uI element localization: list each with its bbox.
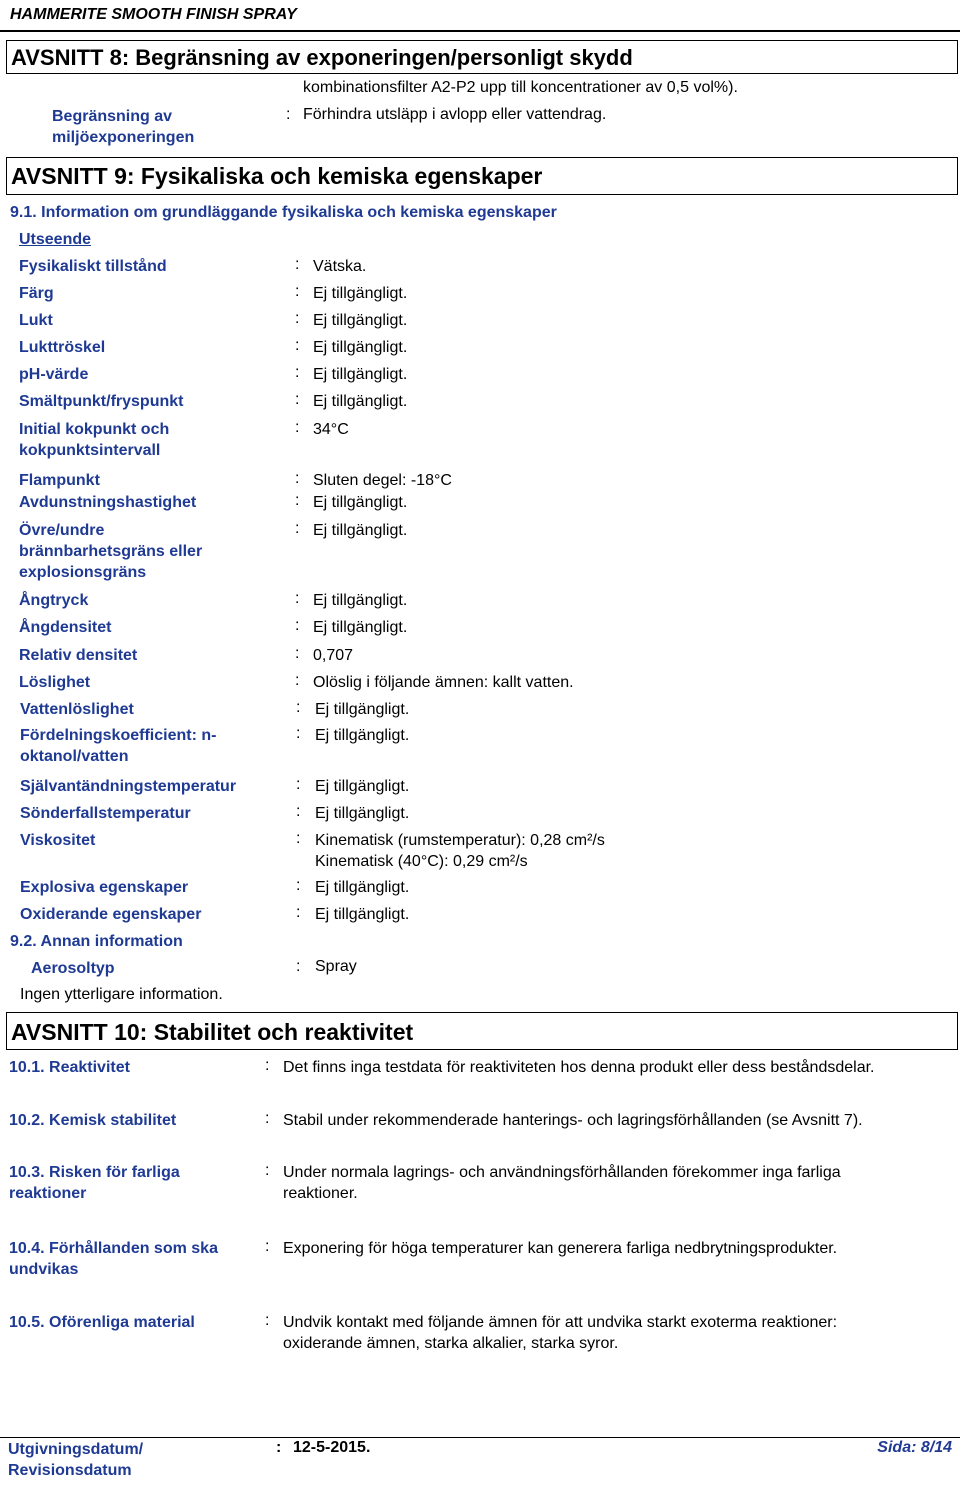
env-exposure-value: Förhindra utsläpp i avlopp eller vattendrag. — [303, 106, 607, 123]
property-value: Olöslig i följande ämnen: kallt vatten. — [313, 674, 574, 691]
property-label: Explosiva egenskaper — [20, 879, 189, 896]
reactivity-label: 10.3. Risken för farliga reaktioner — [9, 1164, 180, 1202]
property-value: Ej tillgängligt. — [313, 285, 408, 302]
footer-date: 12-5-2015. — [293, 1439, 371, 1456]
property-value: Ej tillgängligt. — [315, 906, 410, 923]
footer-label — [8, 1439, 143, 1481]
property-value: 0,707 — [313, 647, 354, 664]
property-value: Ej tillgängligt. — [315, 778, 410, 795]
aerosol-type-label: Aerosoltyp — [31, 960, 115, 977]
colon: : — [295, 672, 300, 689]
property-value: Ej tillgängligt. — [313, 522, 408, 539]
env-exposure-label — [52, 106, 194, 148]
section-9-title: AVSNITT 9: Fysikaliska och kemiska egenskaper — [11, 163, 543, 189]
footer-label-line2: Revisionsdatum — [8, 1462, 132, 1479]
property-label: Övre/undre brännbarhetsgräns eller explosionsgräns — [19, 522, 203, 581]
reactivity-value: Undvik kontakt med följande ämnen för att undvika starkt exoterma reaktioner: oxiderande ämnen, starka alkalier, starka syror. — [283, 1314, 838, 1352]
colon: : — [296, 877, 301, 894]
colon: : — [265, 1162, 270, 1179]
colon: : — [276, 1439, 282, 1456]
colon: : — [296, 803, 301, 820]
env-exposure-label-line1: Begränsning av — [52, 108, 173, 125]
section-8-heading — [6, 40, 958, 74]
colon: : — [265, 1110, 270, 1127]
colon: : — [296, 904, 301, 921]
reactivity-value: Stabil under rekommenderade hanterings- och lagringsförhållanden (se Avsnitt 7). — [283, 1112, 863, 1129]
property-label: Ångdensitet — [19, 619, 112, 636]
reactivity-label: 10.4. Förhållanden som ska undvikas — [9, 1240, 218, 1278]
colon: : — [295, 256, 300, 273]
section-10-title: AVSNITT 10: Stabilitet och reaktivitet — [11, 1019, 414, 1045]
colon: : — [295, 419, 300, 436]
property-label: Oxiderande egenskaper — [20, 906, 202, 923]
subsection-9-1: 9.1. Information om grundläggande fysikaliska och kemiska egenskaper — [10, 204, 557, 221]
property-label: pH-värde — [19, 366, 89, 383]
property-value: Ej tillgängligt. — [313, 339, 408, 356]
section-8-title: AVSNITT 8: Begränsning av exponeringen/personligt skydd — [11, 45, 633, 70]
property-label: Lukt — [19, 312, 53, 329]
section-9-heading — [6, 157, 958, 195]
colon: : — [295, 391, 300, 408]
property-label: Sönderfallstemperatur — [20, 805, 191, 822]
property-value: Ej tillgängligt. — [313, 619, 408, 636]
property-value: Vätska. — [313, 258, 367, 275]
colon: : — [295, 645, 300, 662]
env-exposure-label-line2: miljöexponeringen — [52, 129, 195, 146]
colon: : — [265, 1238, 270, 1255]
colon: : — [295, 283, 300, 300]
property-value: Ej tillgängligt. — [313, 393, 408, 410]
colon: : — [295, 310, 300, 327]
property-label: Löslighet — [19, 674, 91, 691]
property-value: Ej tillgängligt. — [313, 366, 408, 383]
property-value: 34°C — [313, 421, 349, 438]
property-label: Fysikaliskt tillstånd — [19, 258, 167, 275]
reactivity-label: 10.1. Reaktivitet — [9, 1059, 130, 1076]
section-8-continued-text: kombinationsfilter A2-P2 upp till koncentrationer av 0,5 vol%). — [303, 79, 738, 96]
property-value: Ej tillgängligt. — [315, 727, 410, 744]
property-label: Vattenlöslighet — [20, 701, 134, 718]
colon: : — [265, 1057, 270, 1074]
property-label: Flampunkt — [19, 472, 100, 489]
no-more-info: Ingen ytterligare information. — [20, 986, 223, 1003]
property-label: Fördelningskoefficient: n- oktanol/vatten — [20, 727, 217, 765]
product-name: HAMMERITE SMOOTH FINISH SPRAY — [10, 6, 297, 23]
property-value: Ej tillgängligt. — [315, 805, 410, 822]
property-label: Självantändningstemperatur — [20, 778, 237, 795]
colon: : — [296, 725, 301, 742]
property-value: Ej tillgängligt. — [313, 312, 408, 329]
reactivity-label: 10.5. Oförenliga material — [9, 1314, 195, 1331]
footer-divider — [0, 1437, 960, 1438]
colon: : — [295, 590, 300, 607]
property-value: Ej tillgängligt. — [313, 494, 408, 511]
property-label: Avdunstningshastighet — [19, 494, 197, 511]
subsection-9-2: 9.2. Annan information — [10, 933, 183, 950]
colon: : — [295, 520, 300, 537]
colon: : — [286, 106, 291, 123]
reactivity-value: Exponering för höga temperaturer kan generera farliga nedbrytningsprodukter. — [283, 1240, 838, 1257]
reactivity-value: Under normala lagrings- och användningsförhållanden förekommer inga farliga reaktioner. — [283, 1164, 841, 1202]
property-value: Kinematisk (rumstemperatur): 0,28 cm²/s Kinematisk (40°C): 0,29 cm²/s — [315, 832, 605, 870]
property-value: Sluten degel: -18°C — [313, 472, 452, 489]
colon: : — [296, 699, 301, 716]
property-label: Initial kokpunkt och kokpunktsintervall — [19, 421, 170, 459]
section-10-heading — [6, 1012, 958, 1050]
page-number: Sida: 8/14 — [877, 1439, 952, 1456]
property-label: Viskositet — [20, 832, 96, 849]
property-label: Ångtryck — [19, 592, 89, 609]
colon: : — [296, 776, 301, 793]
property-label: Lukttröskel — [19, 339, 106, 356]
colon: : — [295, 364, 300, 381]
property-label: Smältpunkt/fryspunkt — [19, 393, 184, 410]
footer-label-line1: Utgivningsdatum/ — [8, 1441, 144, 1458]
property-value: Ej tillgängligt. — [315, 701, 410, 718]
property-value: Ej tillgängligt. — [315, 879, 410, 896]
property-value: Ej tillgängligt. — [313, 592, 408, 609]
property-label: Färg — [19, 285, 54, 302]
document-header — [0, 0, 960, 32]
appearance-heading: Utseende — [19, 231, 92, 248]
colon: : — [295, 492, 300, 509]
colon: : — [295, 470, 300, 487]
colon: : — [296, 830, 301, 847]
colon: : — [295, 337, 300, 354]
property-label: Relativ densitet — [19, 647, 138, 664]
aerosol-type-value: Spray — [315, 958, 357, 975]
colon: : — [295, 617, 300, 634]
colon: : — [265, 1312, 270, 1329]
reactivity-value: Det finns inga testdata för reaktiviteten hos denna produkt eller dess beståndsdelar. — [283, 1059, 875, 1076]
colon: : — [296, 958, 301, 975]
reactivity-label: 10.2. Kemisk stabilitet — [9, 1112, 177, 1129]
